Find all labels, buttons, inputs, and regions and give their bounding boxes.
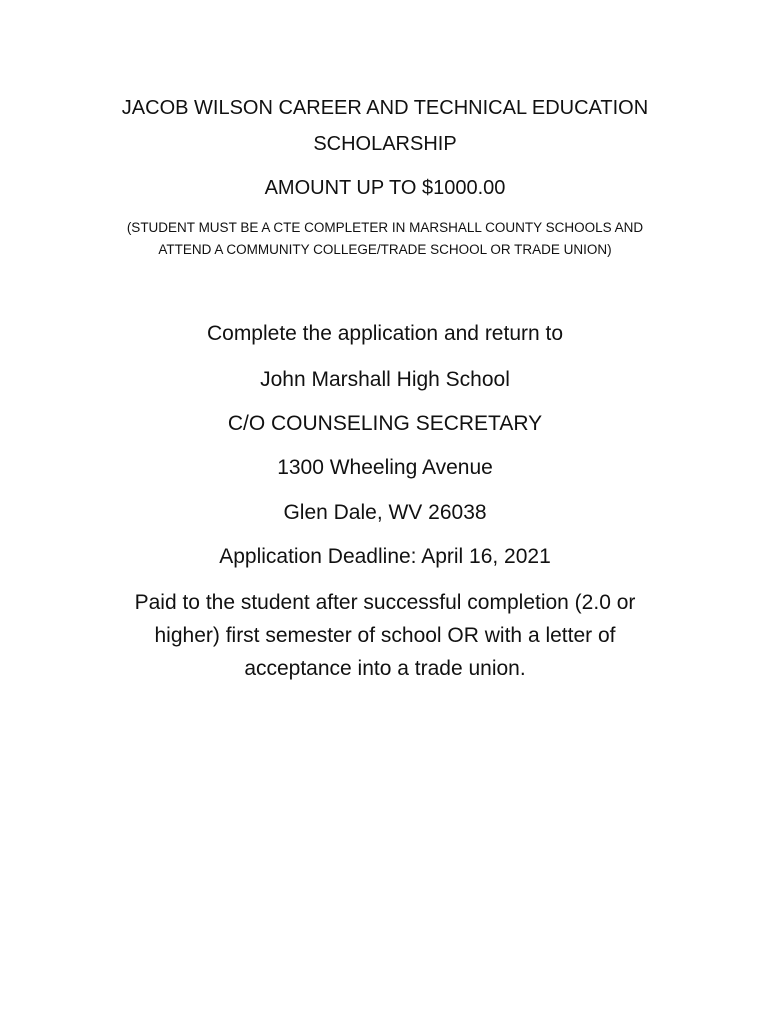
school-name: John Marshall High School: [260, 368, 510, 391]
payment-terms-line-3: acceptance into a trade union.: [244, 657, 526, 680]
scholarship-title-line-1: JACOB WILSON CAREER AND TECHNICAL EDUCATION: [121, 97, 649, 119]
street-address: 1300 Wheeling Avenue: [277, 456, 493, 479]
scholarship-title-line-2: SCHOLARSHIP: [313, 133, 457, 155]
return-instructions: Complete the application and return to: [206, 322, 564, 345]
payment-terms-line-1: Paid to the student after successful completion (2.0 or: [134, 591, 636, 614]
application-deadline: Application Deadline: April 16, 2021: [219, 545, 551, 568]
payment-terms-line-2: higher) first semester of school OR with a letter of: [154, 624, 616, 647]
city-state-zip: Glen Dale, WV 26038: [283, 501, 487, 524]
eligibility-note-line-1: (STUDENT MUST BE A CTE COMPLETER IN MARSHALL COUNTY SCHOOLS AND: [126, 220, 644, 235]
award-amount: AMOUNT UP TO $1000.00: [264, 177, 506, 199]
eligibility-note-line-2: ATTEND A COMMUNITY COLLEGE/TRADE SCHOOL OR TRADE UNION): [158, 242, 612, 257]
care-of-line: C/O COUNSELING SECRETARY: [227, 412, 543, 435]
